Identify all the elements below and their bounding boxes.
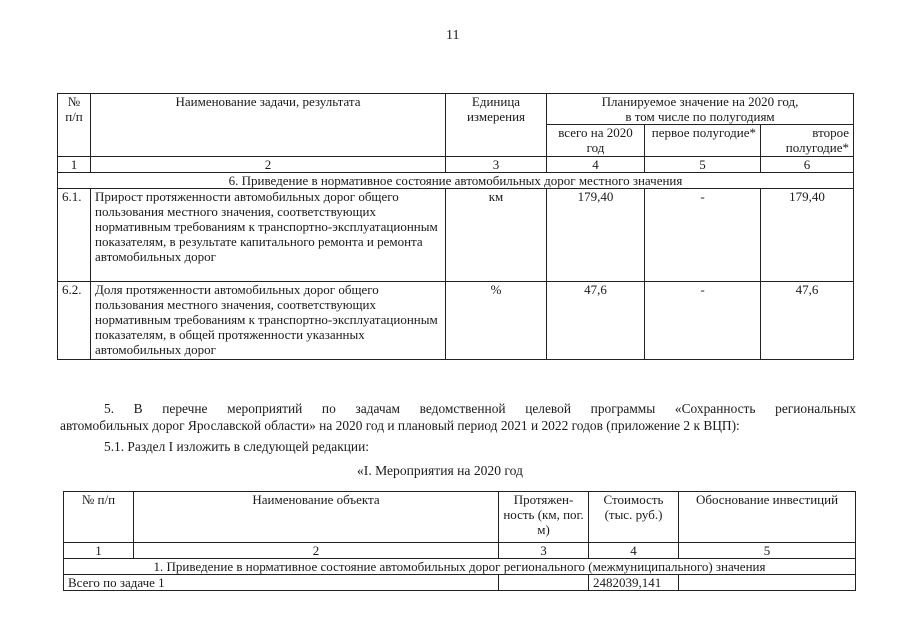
total-basis [679, 575, 856, 591]
row-total: 47,6 [547, 282, 645, 360]
row-name: Доля протяженности автомобильных дорог общего пользования местного значения, соответствующих нормативным требованиям к транспортно-эксплуатационным показателям, в общей протяженности указанных автомобильных дорог [91, 282, 446, 360]
header-total: всего на 2020 год [547, 125, 645, 157]
row-name: Прирост протяженности автомобильных дорог общего пользования местного значения, соответствующих нормативным требованиям к транспортно-эксплуатационным показателям, в результате капитального ремонта и ремонта автомобильных дорог [91, 189, 446, 282]
table-row [58, 282, 854, 360]
colnum-1: 1 [64, 543, 134, 559]
row-first-half: - [645, 282, 761, 360]
colnum-2: 2 [91, 157, 446, 173]
colnum-4: 4 [589, 543, 679, 559]
table2-colnum-row [64, 543, 856, 559]
row-second-half: 47,6 [761, 282, 854, 360]
measures-table [63, 491, 856, 591]
colnum-5: 5 [645, 157, 761, 173]
header-length: Протяжен-ность (км, пог. м) [499, 492, 589, 543]
section-title: 1. Приведение в нормативное состояние автомобильных дорог регионального (межмуниципального) значения [64, 559, 856, 575]
row-num: 6.2. [58, 282, 91, 360]
paragraph-5-1: 5.1. Раздел I изложить в следующей редакции: [104, 439, 369, 454]
paragraph-5-line2: автомобильных дорог Ярославской области» на 2020 год и плановый период 2021 и 2022 годов (приложение 2 к ВЦП): [60, 418, 740, 433]
row-second-half: 179,40 [761, 189, 854, 282]
header-unit: Единица измерения [446, 94, 547, 157]
header-name: Наименование задачи, результата [91, 94, 446, 157]
total-label: Всего по задаче 1 [64, 575, 499, 591]
table-row [58, 189, 854, 282]
header-first-half: первое полугодие* [645, 125, 761, 157]
row-first-half: - [645, 189, 761, 282]
paragraph-5-line1: 5. В перечне мероприятий по задачам ведомственной целевой программы «Сохранность региональных [104, 401, 856, 416]
table1-section-row [58, 173, 854, 189]
colnum-3: 3 [446, 157, 547, 173]
colnum-1: 1 [58, 157, 91, 173]
header-cost: Стоимость (тыс. руб.) [589, 492, 679, 543]
indicators-table [57, 93, 854, 360]
table1-colnum-row [58, 157, 854, 173]
header-planned-line2: в том числе по полугодиям [625, 109, 775, 124]
header-object-name: Наименование объекта [134, 492, 499, 543]
table2-section-row [64, 559, 856, 575]
colnum-3: 3 [499, 543, 589, 559]
colnum-6: 6 [761, 157, 854, 173]
section-heading: «I. Мероприятия на 2020 год [357, 463, 523, 478]
section-title: 6. Приведение в нормативное состояние автомобильных дорог местного значения [58, 173, 854, 189]
header-num: № п/п [64, 492, 134, 543]
table2-header-row [64, 492, 856, 543]
table1-header-row [58, 94, 854, 125]
colnum-4: 4 [547, 157, 645, 173]
header-num: № п/п [58, 94, 91, 157]
total-cost: 2482039,141 [589, 575, 679, 591]
row-unit: км [446, 189, 547, 282]
header-basis: Обоснование инвестиций [679, 492, 856, 543]
row-unit: % [446, 282, 547, 360]
colnum-5: 5 [679, 543, 856, 559]
table-row [64, 575, 856, 591]
page-number: 11 [446, 28, 460, 43]
paragraph-5 [60, 400, 856, 434]
colnum-2: 2 [134, 543, 499, 559]
header-planned [547, 94, 854, 125]
total-length [499, 575, 589, 591]
row-total: 179,40 [547, 189, 645, 282]
header-second-half: второе полугодие* [761, 125, 854, 157]
row-num: 6.1. [58, 189, 91, 282]
header-planned-line1: Планируемое значение на 2020 год, [601, 94, 799, 109]
